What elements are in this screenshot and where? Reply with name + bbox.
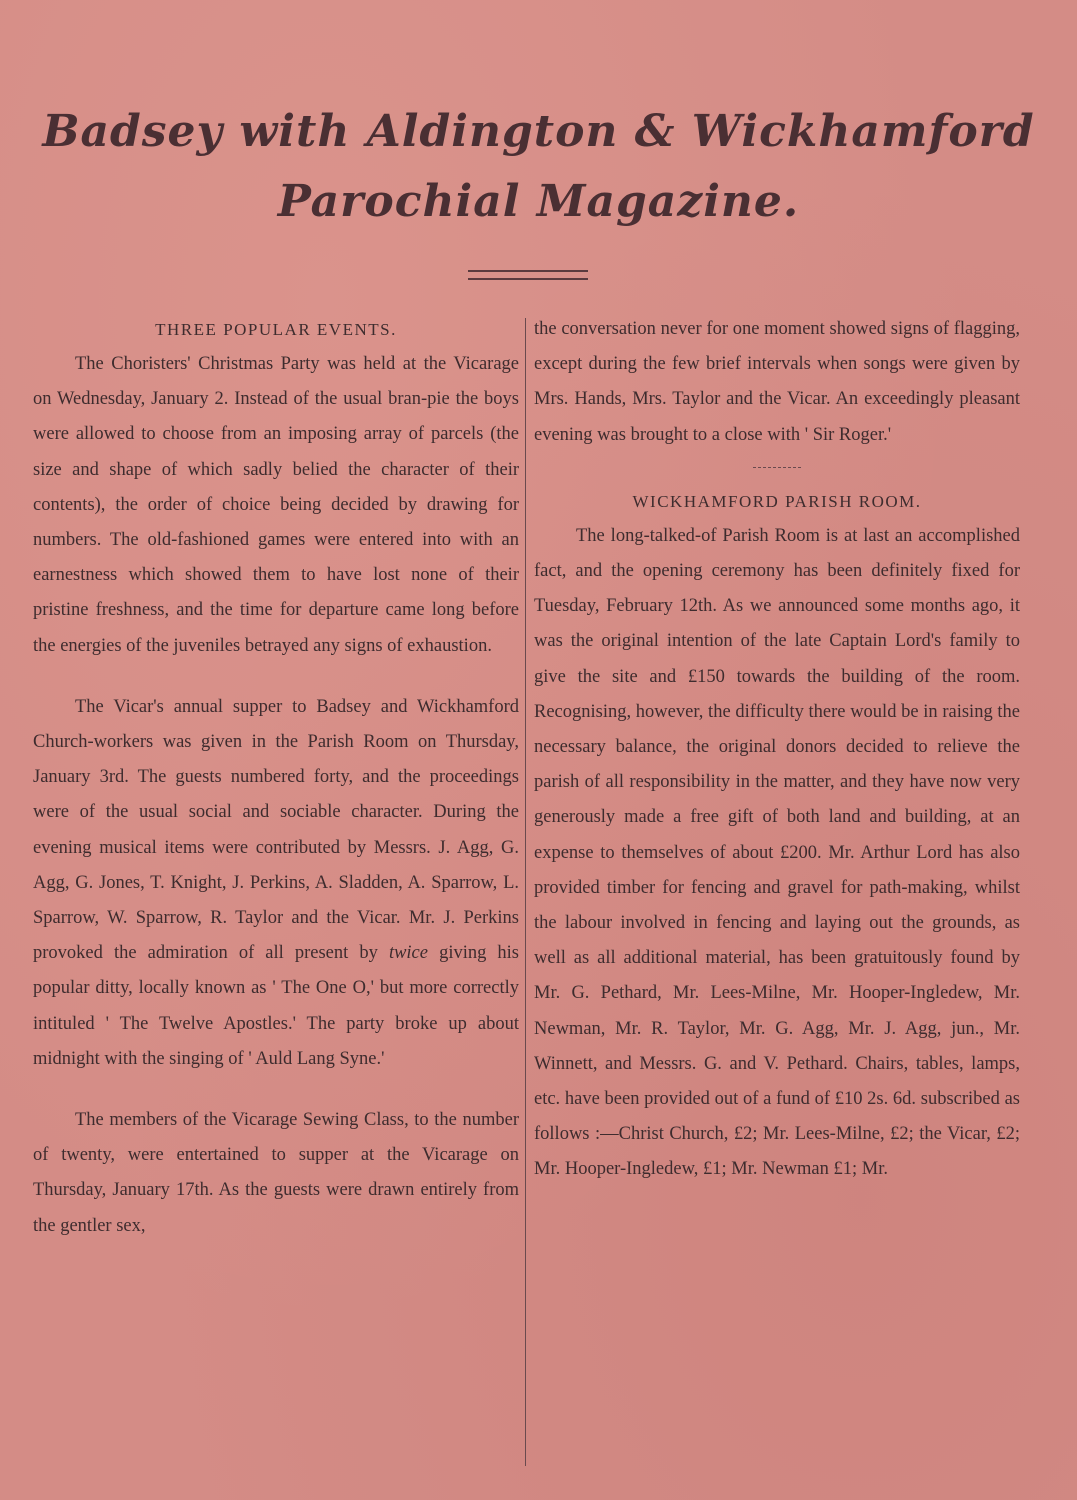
masthead-title: Badsey with Aldington & Wickhamford	[42, 106, 1035, 157]
paragraph-sewing-class: The members of the Vicarage Sewing Class, to the number of twenty, were entertained to supper at the Vicarage on Thursday, January 17th. As the guests were drawn entirely from the gentler sex,	[33, 1110, 519, 1236]
paragraph-gap	[33, 1077, 519, 1103]
left-column	[33, 312, 519, 1244]
paragraph-parish-room: The long-talked-of Parish Room is at last an accomplished fact, and the opening ceremony has been definitely fixed for Tuesday, February 12th. As we announced some months ago, it was the original intention of the late Captain Lord's family to give the site and £150 towards the building of the room. Recognising, however, the difficulty there would be in raising the necessary balance, the original donors decided to relieve the parish of all responsibility in the matter, and they have now very generously made a free gift of both land and building, at an expense to themselves of about £200. Mr. Arthur Lord has also provided timber for fencing and gravel for path-making, whilst the labour involved in fencing and laying out the grounds, as well as all additional material, has been gratuitously found by Mr. G. Pethard, Mr. Lees-Milne, Mr. Hooper-Ingledew, Mr. Newman, Mr. R. Taylor, Mr. G. Agg, Mr. J. Agg, jun., Mr. Winnett, and Messrs. G. and V. Pethard. Chairs, tables, lamps, etc. have been provided out of a fund of £10 2s. 6d. subscribed as follows :—Christ Church, £2; Mr. Lees-Milne, £2; the Vicar, £2; Mr. Hooper-Ingledew, £1; Mr. Newman £1; Mr.	[534, 525, 1020, 1180]
paragraph-text: The Vicar's annual supper to Badsey and Wickhamford Church-workers was given in the Parish Room on Thursday, January 3rd. The guests numbered forty, and the proceedings were of the usual social and sociable character. During the evening musical items were contributed by Messrs. J. Agg, G. Agg, G. Jones, T. Knight, J. Perkins, A. Sladden, A. Sparrow, L. Sparrow, W. Sparrow, R. Taylor and the Vicar. Mr. J. Perkins provoked the admiration of all present by	[33, 696, 519, 964]
magazine-masthead	[0, 100, 1077, 234]
paragraph-gap	[33, 664, 519, 690]
paragraph-vicar-supper	[33, 690, 519, 1077]
masthead-double-rule	[468, 270, 588, 280]
column-divider	[525, 318, 526, 1466]
section-heading-wickhamford-parish-room: WICKHAMFORD PARISH ROOM.	[632, 491, 922, 511]
paragraph-text: giving his popular ditty, locally known as ' The One O,' but more correctly intituled ' The Twelve Apostles.' The party broke up about midnight with the singing of ' Auld Lang Syne.'	[33, 943, 520, 1069]
right-column	[534, 312, 1020, 1188]
paragraph-continuation: the conversation never for one moment showed signs of flagging, except during the few brief intervals when songs were given by Mrs. Hands, Mrs. Taylor and the Vicar. An exceedingly pleasant evening was brought to a close with ' Sir Roger.'	[534, 319, 1020, 445]
emphasis-text: twice	[388, 943, 428, 964]
masthead-subtitle: Parochial Magazine.	[277, 176, 800, 227]
paragraph-choristers-party: The Choristers' Christmas Party was held at the Vicarage on Wednesday, January 2. Instead of the usual bran-pie the boys were allowed to choose from an imposing array of parcels (the size and shape of which sadly belied the character of their contents), the order of choice being decided by drawing for numbers. The old-fashioned games were entered into with an earnestness which showed them to have lost none of their pristine freshness, and the time for departure came long before the energies of the juveniles betrayed any signs of exhaustion.	[33, 354, 519, 656]
section-heading-three-popular-events: THREE POPULAR EVENTS.	[155, 320, 397, 339]
section-separator	[753, 467, 801, 468]
